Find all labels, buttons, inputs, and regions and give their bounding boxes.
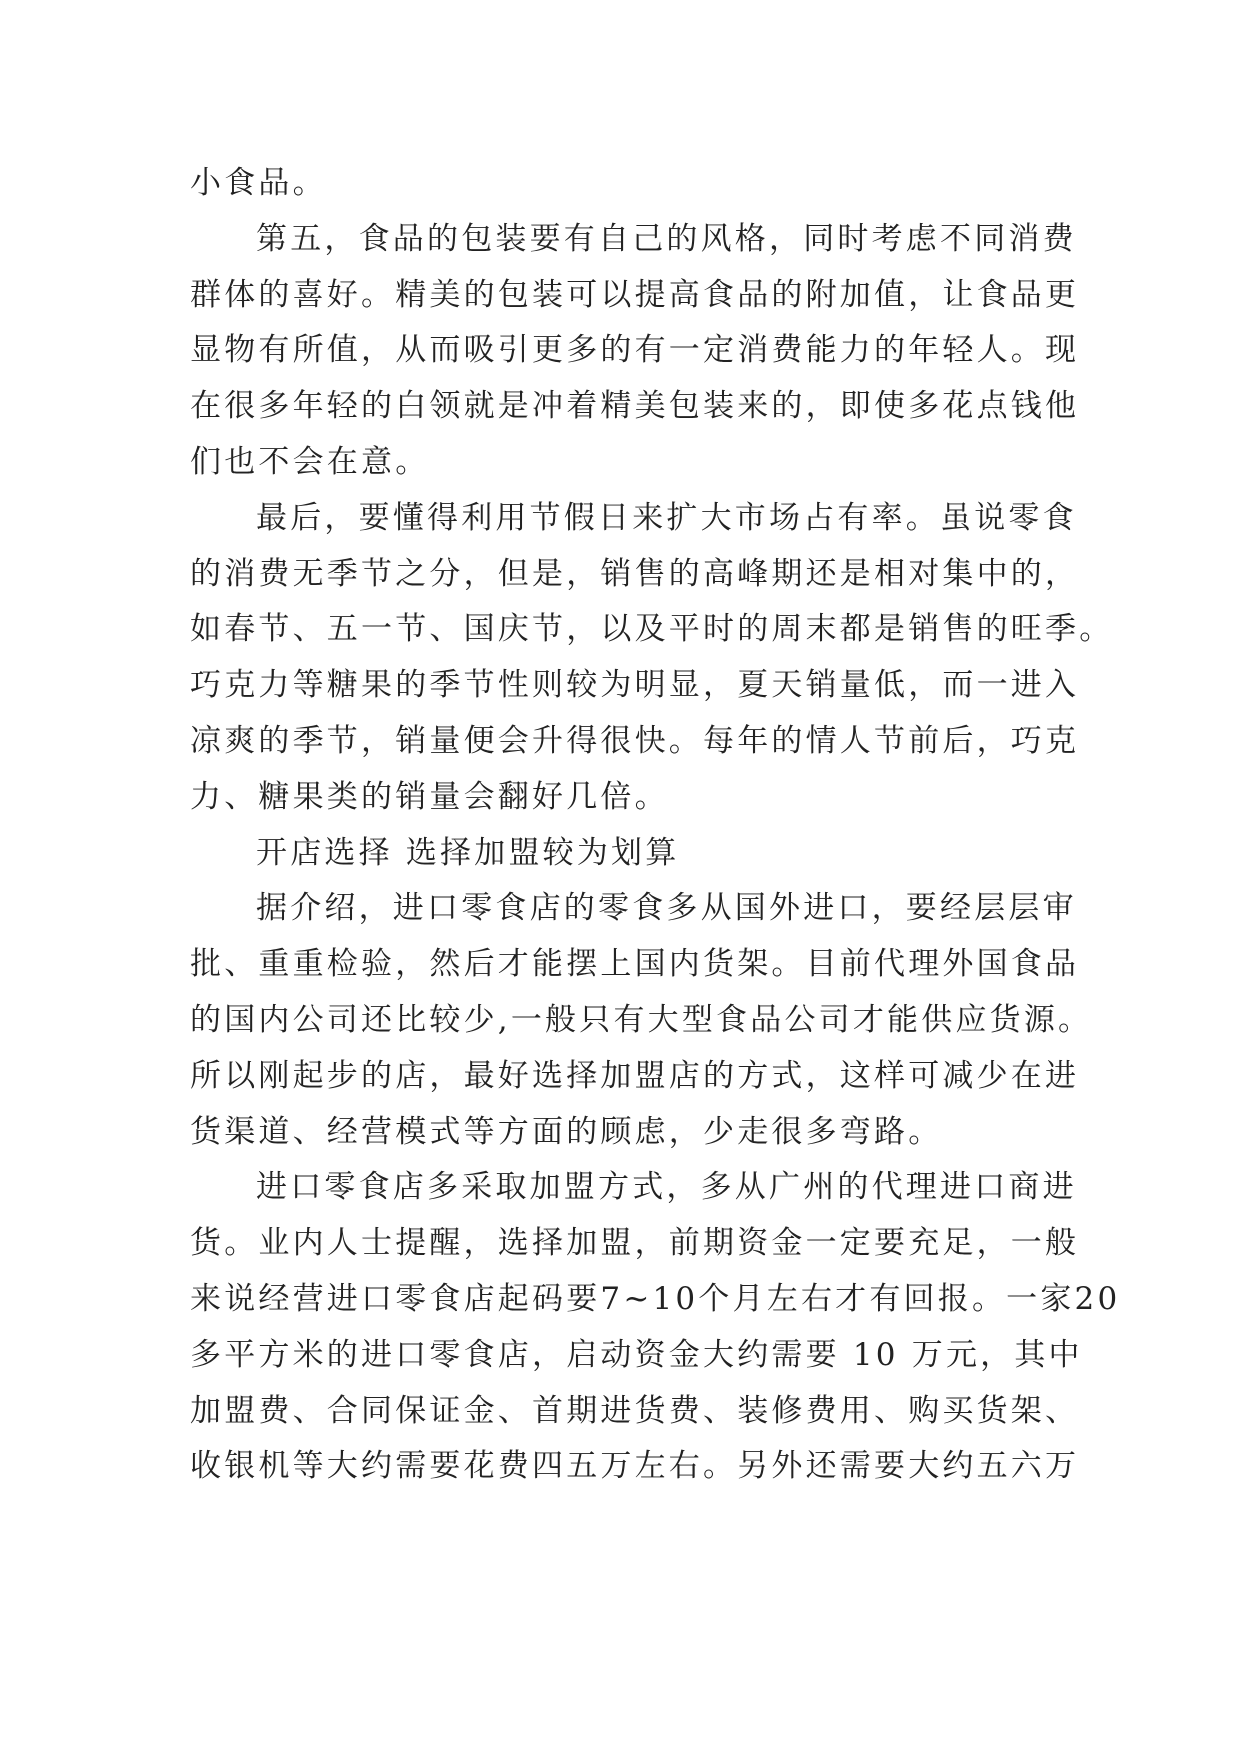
text-line: 显物有所值，从而吸引更多的有一定消费能力的年轻人。现	[190, 332, 1080, 369]
text-line: 第五，食品的包装要有自己的风格，同时考虑不同消费	[256, 220, 1077, 257]
text-line: 多平方米的进口零食店，启动资金大约需要 10 万元，其中	[190, 1336, 1083, 1373]
text-line: 加盟费、合同保证金、首期进货费、装修费用、购买货架、	[190, 1392, 1080, 1429]
text-line: 货。业内人士提醒，选择加盟，前期资金一定要充足，一般	[190, 1225, 1080, 1262]
document-body	[190, 156, 1121, 1495]
text-line: 批、重重检验，然后才能摆上国内货架。目前代理外国食品	[190, 946, 1080, 983]
text-line: 进口零食店多采取加盟方式，多从广州的代理进口商进	[256, 1169, 1077, 1206]
text-line: 收银机等大约需要花费四五万左右。另外还需要大约五六万	[190, 1448, 1080, 1485]
text-line: 的消费无季节之分，但是，销售的高峰期还是相对集中的，	[190, 555, 1080, 592]
text-line: 小食品。	[190, 165, 327, 201]
text-line: 群体的喜好。精美的包装可以提高食品的附加值，让食品更	[190, 276, 1080, 313]
text-line: 的国内公司还比较少,一般只有大型食品公司才能供应货源。	[190, 1001, 1093, 1038]
text-line: 所以刚起步的店，最好选择加盟店的方式，这样可减少在进	[190, 1057, 1080, 1094]
text-line: 巧克力等糖果的季节性则较为明显，夏天销量低，而一进入	[190, 667, 1080, 704]
section-heading: 开店选择 选择加盟较为划算	[256, 834, 680, 871]
text-line: 力、糖果类的销量会翻好几倍。	[190, 778, 669, 815]
text-line: 凉爽的季节，销量便会升得很快。每年的情人节前后，巧克	[190, 722, 1080, 759]
text-line: 最后，要懂得利用节假日来扩大市场占有率。虽说零食	[256, 499, 1077, 536]
text-line: 货渠道、经营模式等方面的顾虑，少走很多弯路。	[190, 1113, 943, 1150]
text-line: 如春节、五一节、国庆节，以及平时的周末都是销售的旺季。	[190, 611, 1114, 648]
text-line: 来说经营进口零食店起码要7~10个月左右才有回报。一家20	[190, 1280, 1121, 1317]
text-line: 们也不会在意。	[190, 443, 430, 480]
text-line: 在很多年轻的白领就是冲着精美包装来的，即使多花点钱他	[190, 388, 1080, 425]
text-line: 据介绍，进口零食店的零食多从国外进口，要经层层审	[256, 890, 1077, 927]
